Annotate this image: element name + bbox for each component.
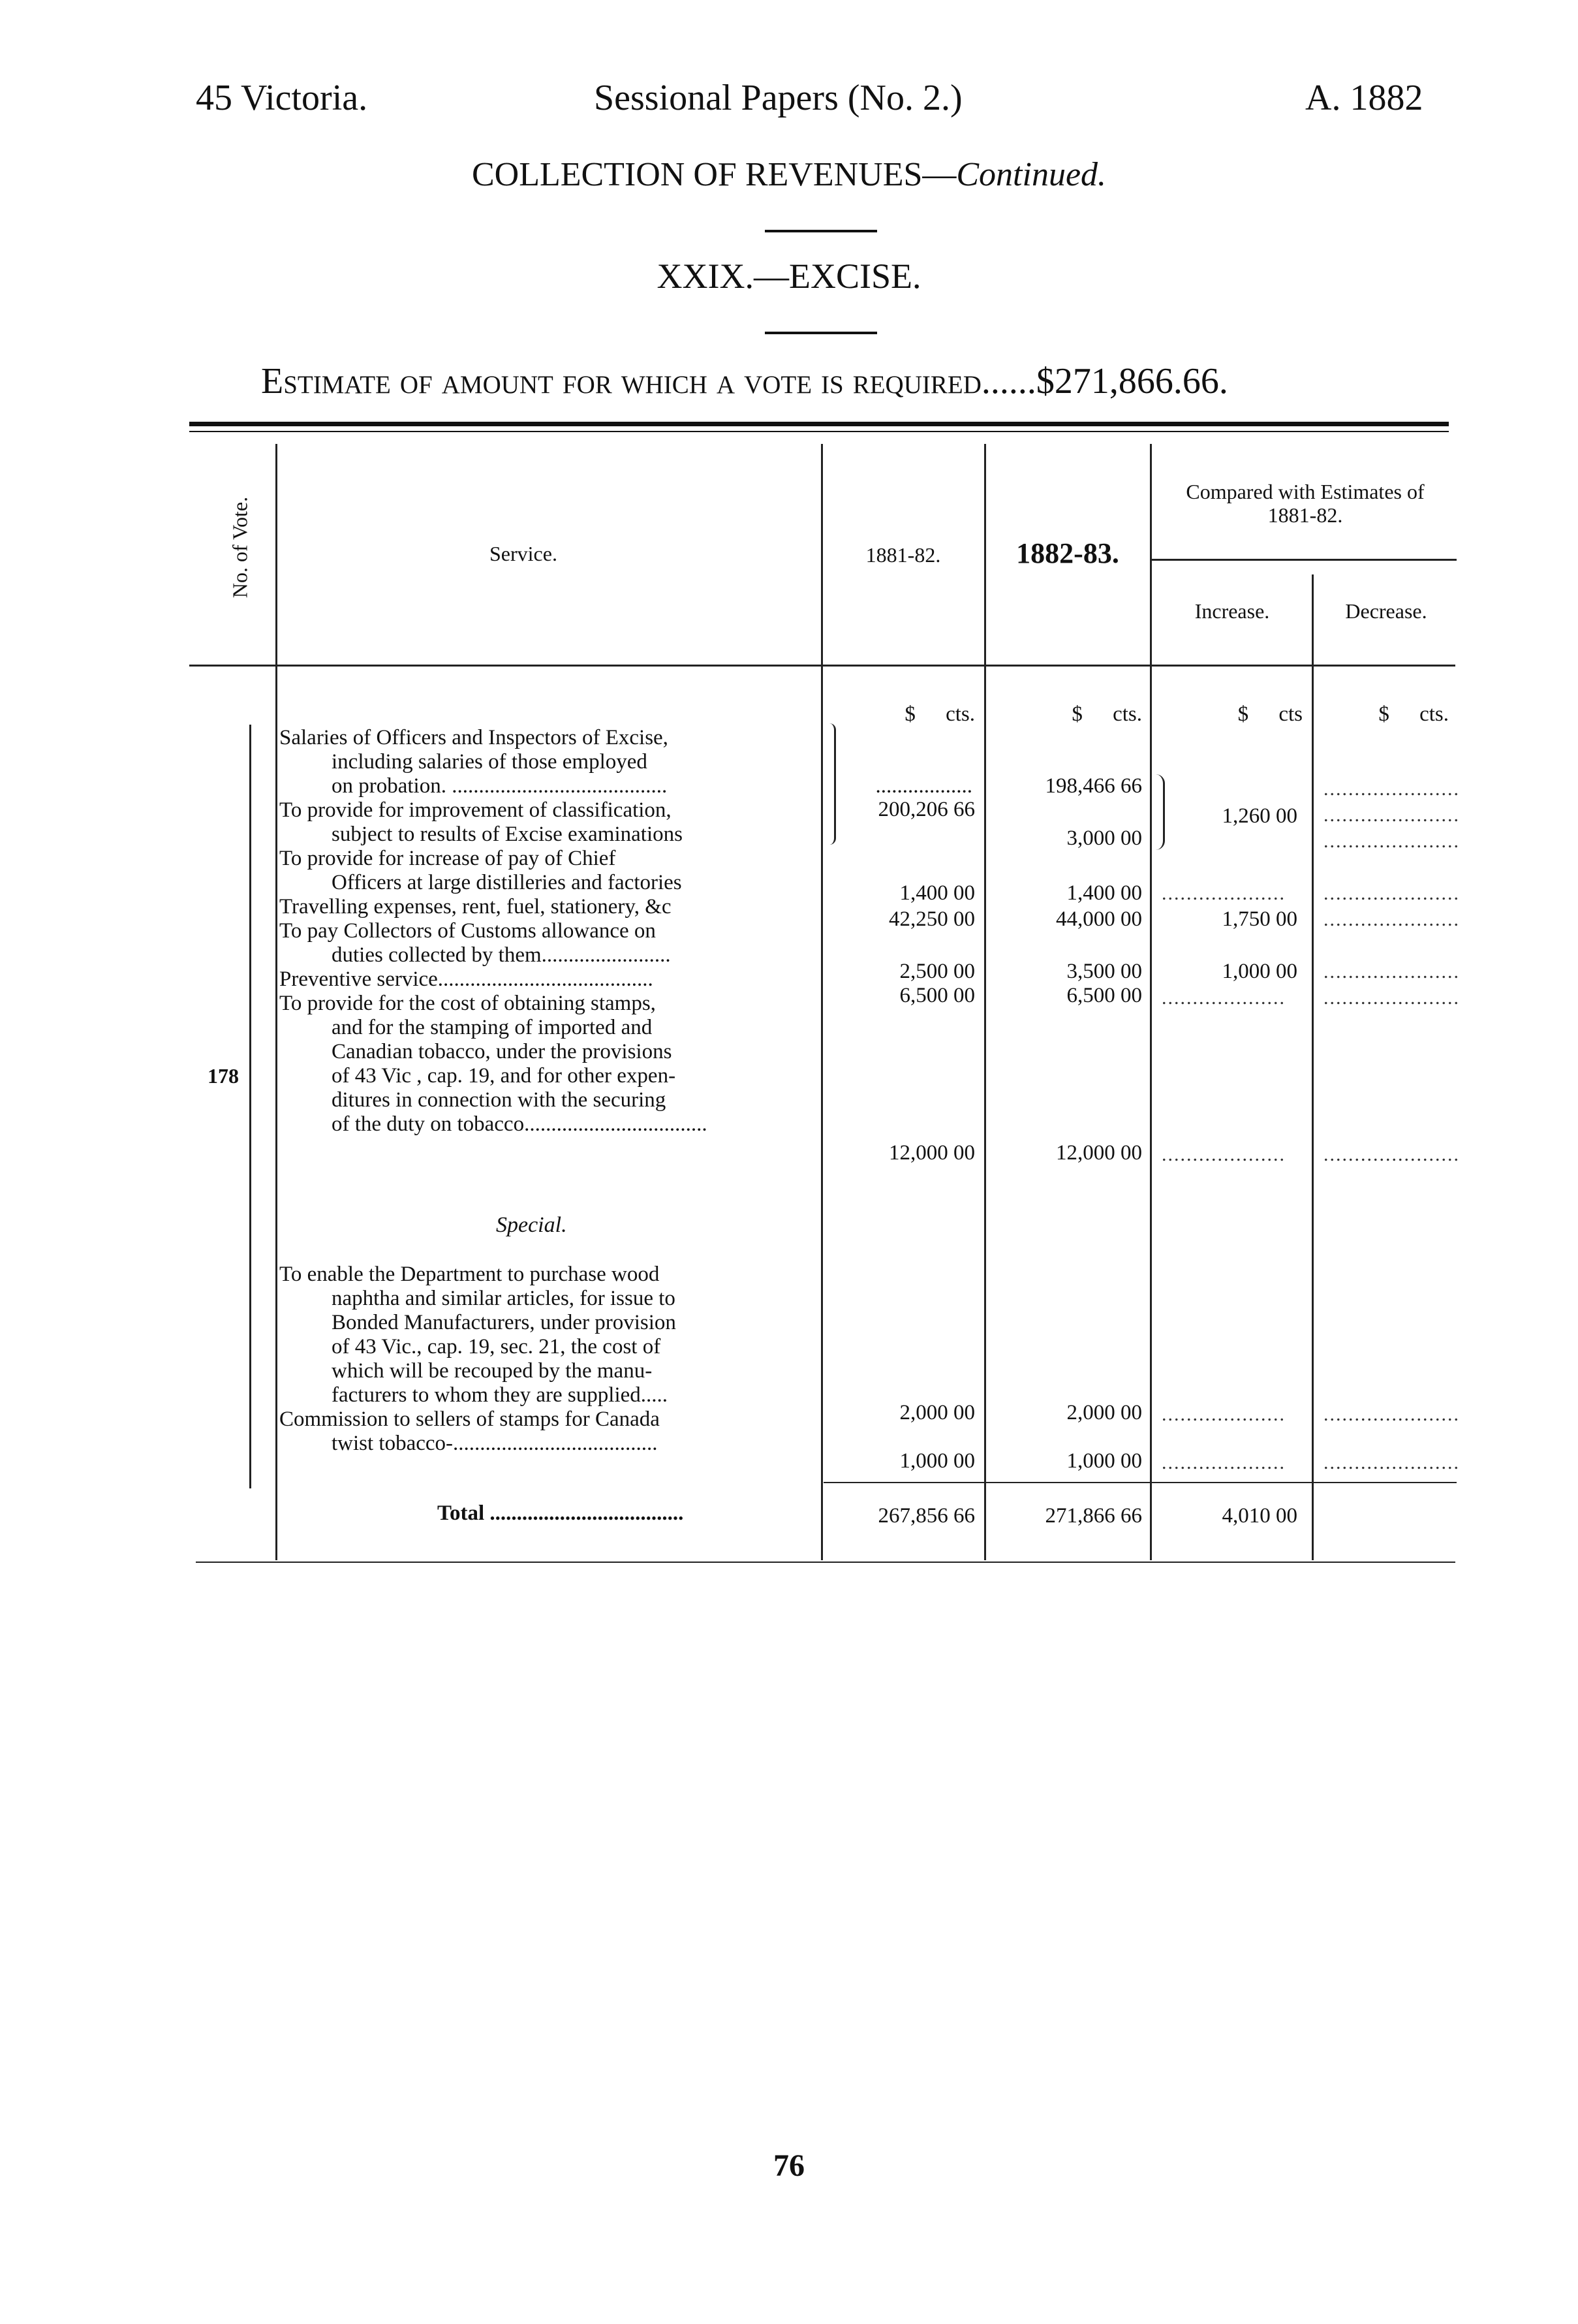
service-line: To enable the Department to purchase wood [279, 1263, 660, 1286]
service-line: To pay Collectors of Customs allowance on [279, 919, 656, 943]
table-top-rule-thin [189, 431, 1449, 432]
total-increase: 4,010 00 [1222, 1504, 1297, 1528]
dot-leader: .................... [1162, 1144, 1286, 1165]
col-line-service [821, 444, 823, 1560]
vote-brace [249, 725, 260, 1488]
total-label: Total .................................... [437, 1501, 684, 1525]
service-line: naphtha and similar articles, for issue to [332, 1287, 675, 1310]
table-top-rule [189, 422, 1449, 426]
col-line-1882 [1150, 444, 1152, 1560]
cell-1881: 1,400 00 [899, 881, 975, 905]
service-line: Officers at large distilleries and factories [332, 871, 682, 894]
subtitle-continued: Continued. [956, 156, 1107, 193]
service-line: To provide for the cost of obtaining stamps, [279, 992, 656, 1015]
cell-increase: 1,260 00 [1222, 804, 1297, 828]
service-line: of 43 Vic., cap. 19, sec. 21, the cost of [332, 1335, 661, 1358]
service-line: including salaries of those employed [332, 750, 647, 774]
dot-leader: .................... [1162, 987, 1286, 1009]
cell-1881: 42,250 00 [889, 907, 975, 931]
service-line: Commission to sellers of stamps for Canada [279, 1407, 660, 1431]
cell-1882: 44,000 00 [1056, 907, 1142, 931]
dot-leader: ...................... [1323, 830, 1460, 852]
cell-1881: .................. [875, 774, 972, 798]
service-line: and for the stamping of imported and [332, 1016, 653, 1039]
service-line: facturers to whom they are supplied..... [332, 1383, 668, 1407]
dot-leader: ...................... [1323, 987, 1460, 1009]
cell-increase: 1,750 00 [1222, 907, 1297, 931]
unit-1881: $ cts. [905, 702, 975, 726]
table-bottom-rule [196, 1562, 1455, 1563]
special-service-row [279, 1263, 814, 1456]
cell-1882: 12,000 00 [1056, 1141, 1142, 1165]
header-increase: Increase. [1194, 599, 1270, 623]
cell-1881: 2,500 00 [899, 960, 975, 983]
dot-leader: .................... [1162, 883, 1286, 904]
cell-1882: 1,400 00 [1066, 881, 1142, 905]
cell-1882: 1,000 00 [1066, 1449, 1142, 1473]
total-1881: 267,856 66 [878, 1504, 975, 1528]
estimate-amount: $271,866.66. [1036, 361, 1228, 401]
col-line-1881 [984, 444, 986, 1560]
dot-leader: ...................... [1323, 883, 1460, 904]
dot-leader: ...................... [1323, 961, 1460, 982]
service-row [279, 726, 814, 1137]
unit-1882: $ cts. [1072, 702, 1142, 726]
header-1882-83: 1882-83. [1016, 537, 1119, 569]
service-line: Bonded Manufacturers, under provision [332, 1311, 676, 1334]
dot-leader: ...................... [1323, 909, 1460, 930]
header-vote-number: No. of Vote. [228, 496, 252, 599]
dot-leader: ...................... [1323, 1452, 1460, 1473]
header-1881-82: 1881-82. [865, 543, 941, 567]
header-sessional-papers: Sessional Papers (No. 2.) [594, 78, 963, 118]
vote-number: 178 [208, 1064, 239, 1088]
divider-bottom [765, 332, 877, 334]
service-line: Canadian tobacco, under the provisions [332, 1040, 672, 1063]
brace-increase [1154, 774, 1165, 850]
header-compared: Compared with Estimates of 1881-82. [1186, 480, 1425, 527]
dot-leader: ...................... [1323, 804, 1460, 826]
header-volume: 45 Victoria. [196, 78, 368, 118]
header-service: Service. [489, 542, 557, 565]
cell-1881: 200,206 66 [878, 798, 975, 821]
service-line: of the duty on tobacco.................................. [332, 1112, 707, 1136]
estimate-line [261, 360, 1228, 402]
service-line: duties collected by them........................ [332, 943, 671, 967]
service-line: To provide for improvement of classification, [279, 798, 672, 822]
subtitle-main: COLLECTION OF REVENUES— [471, 156, 957, 193]
subtitle [0, 155, 1578, 194]
service-line: Preventive service........................................ [279, 967, 653, 991]
service-line: Salaries of Officers and Inspectors of Excise, [279, 726, 668, 749]
unit-decrease: $ cts. [1378, 702, 1449, 726]
cell-1881: 12,000 00 [889, 1141, 975, 1165]
cell-1882: 3,500 00 [1066, 960, 1142, 983]
divider-top [765, 230, 877, 232]
page-number: 76 [773, 2148, 805, 2183]
compared-underline [1150, 559, 1457, 561]
service-line: ditures in connection with the securing [332, 1088, 666, 1112]
dot-leader: ...................... [1323, 1144, 1460, 1165]
service-line: on probation. ........................................ [332, 774, 668, 798]
brace-left-1881 [828, 723, 836, 845]
header-year: A. 1882 [1305, 78, 1423, 118]
dot-leader: .................... [1162, 1404, 1286, 1425]
service-line: Travelling expenses, rent, fuel, stationery, &c [279, 895, 672, 919]
cell-1882: 3,000 00 [1066, 826, 1142, 850]
special-heading: Special. [496, 1213, 567, 1237]
col-line-increase [1312, 574, 1314, 1560]
dot-leader: ...................... [1323, 1404, 1460, 1425]
total-1882: 271,866 66 [1045, 1504, 1142, 1528]
cell-1882: 198,466 66 [1045, 774, 1142, 798]
dot-leader: .................... [1162, 1452, 1286, 1473]
section-title: XXIX.—EXCISE. [657, 257, 921, 296]
service-line: which will be recouped by the manu- [332, 1359, 653, 1383]
col-line-vote [275, 444, 277, 1560]
cell-1881: 2,000 00 [899, 1401, 975, 1424]
cell-increase: 1,000 00 [1222, 960, 1297, 983]
cell-1881: 6,500 00 [899, 984, 975, 1007]
estimate-label: Estimate of amount for which a vote is required...... [261, 361, 1036, 401]
cell-1882: 2,000 00 [1066, 1401, 1142, 1424]
service-line: subject to results of Excise examinations [332, 823, 683, 846]
header-decrease: Decrease. [1345, 599, 1427, 623]
cell-1881: 1,000 00 [899, 1449, 975, 1473]
service-line: of 43 Vic , cap. 19, and for other expen- [332, 1064, 676, 1088]
header-bottom-rule [189, 665, 1455, 667]
cell-1882: 6,500 00 [1066, 984, 1142, 1007]
service-line: twist tobacco-...................................... [332, 1432, 658, 1455]
service-line: To provide for increase of pay of Chief [279, 847, 616, 870]
dot-leader: ...................... [1323, 778, 1460, 800]
total-rule [824, 1482, 1457, 1483]
unit-increase: $ cts [1237, 702, 1303, 726]
